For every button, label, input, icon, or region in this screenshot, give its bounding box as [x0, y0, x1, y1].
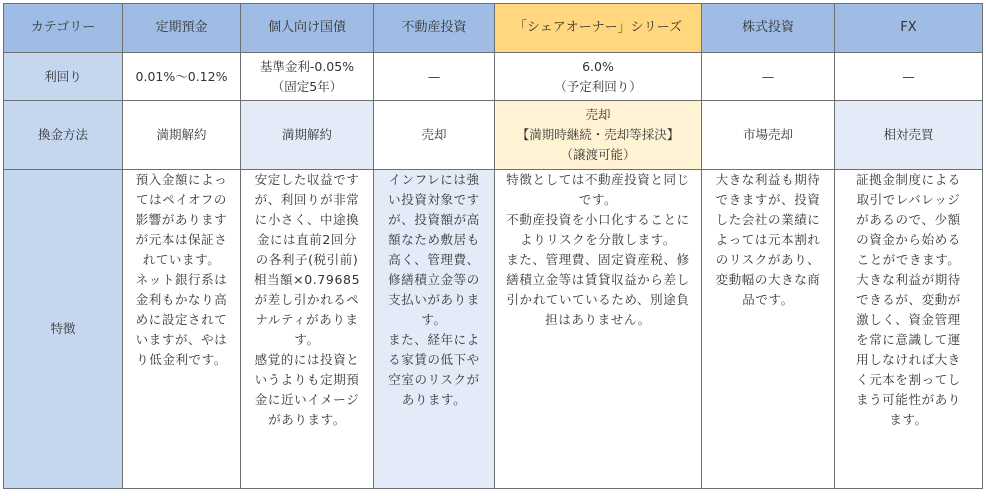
redemption-row: [4, 101, 983, 170]
features-text: す。: [294, 332, 320, 347]
redemption-cell: [374, 101, 495, 170]
features-text: の資金から始める: [856, 232, 961, 247]
features-text: ことができます。: [856, 252, 961, 267]
redemption-cell: [702, 101, 835, 170]
header-stocks: 株式投資: [702, 4, 835, 53]
yield-cell: [495, 53, 702, 101]
features-text: ナルティがありま: [255, 312, 359, 327]
features-text: が、利回りが非常: [254, 192, 360, 207]
yield-cell: [702, 53, 835, 101]
features-text: 相当額×0.79685: [253, 272, 361, 287]
redemption-text: 【満期時継続・売却等採決】: [516, 127, 680, 142]
yield-cell: [835, 53, 983, 101]
features-text: のリスクがあり、: [715, 252, 821, 267]
redemption-text: 売却: [585, 107, 611, 122]
features-text: インフレには強: [388, 172, 480, 187]
features-text: ます。: [889, 412, 928, 427]
features-text: 引かれていているため、別途負: [506, 292, 690, 307]
features-text: る家賃の低下や: [388, 352, 480, 367]
features-row-label: 特徴: [4, 170, 123, 489]
features-text: めに設定されて: [135, 312, 228, 327]
redemption-cell: [495, 101, 702, 170]
features-text: を常に意識して運: [856, 332, 961, 347]
features-text: 金に近いイメージ: [254, 392, 360, 407]
features-text: できますが、投資: [715, 192, 821, 207]
features-text: が差し引かれるペ: [254, 292, 360, 307]
yield-row-label: 利回り: [4, 53, 123, 101]
features-text: できるが、変動が: [856, 292, 961, 307]
features-text: 高く、管理費、: [388, 252, 480, 267]
features-text: 不動産投資を小口化することに: [506, 212, 690, 227]
features-text: また、管理費、固定資産税、修: [506, 252, 690, 267]
redemption-text: （譲渡可能）: [560, 147, 636, 162]
features-text: 影響があります: [135, 212, 228, 227]
header-fx: FX: [835, 4, 983, 53]
features-text: 空室のリスクが: [388, 372, 480, 387]
redemption-cell: [241, 101, 374, 170]
features-text: 感覚的には投資と: [254, 352, 360, 367]
features-text: した会社の業績に: [715, 212, 821, 227]
features-text: 金利もかなり高: [135, 292, 228, 307]
features-text: 特徴としては不動産投資と同じ: [506, 172, 690, 187]
features-cell: [702, 170, 835, 489]
features-text: 修繕積立金等の: [388, 272, 480, 287]
features-text: 額なため敷居も: [388, 232, 480, 247]
header-category: カテゴリー: [4, 4, 123, 53]
features-text: いますが、やは: [135, 332, 228, 347]
features-text: です。: [578, 192, 618, 207]
features-cell: [374, 170, 495, 489]
features-cell: [123, 170, 241, 489]
yield-row: [4, 53, 983, 101]
features-text: 大きな利益が期待: [856, 272, 961, 287]
redemption-text: 満期解約: [156, 127, 207, 142]
redemption-row-label: 換金方法: [4, 101, 123, 170]
features-text: の各利子(税引前): [255, 252, 359, 267]
redemption-text: 市場売却: [742, 127, 793, 142]
features-text: 用しなければ大き: [856, 352, 961, 367]
features-text: が、投資額が高: [388, 212, 480, 227]
yield-text: 基準金利-0.05%: [259, 58, 355, 74]
yield-text: —: [902, 68, 915, 84]
features-text: 繕積立金等は賃貸収益から差し: [506, 272, 690, 287]
yield-cell: [374, 53, 495, 101]
header-share-owner: 「シェアオーナー」シリーズ: [495, 4, 702, 53]
features-text: 支払いがありま: [388, 292, 480, 307]
features-text: よりリスクを分散します。: [520, 232, 676, 247]
features-text: 証拠金制度による: [856, 172, 961, 187]
redemption-text: 相対売買: [883, 127, 934, 142]
features-cell: [241, 170, 374, 489]
features-text: 品です。: [742, 292, 794, 307]
yield-note: （予定利回り）: [554, 78, 642, 94]
features-text: てはペイオフの: [136, 192, 227, 207]
comparison-table: [3, 3, 983, 489]
features-text: 大きな利益も期待: [715, 172, 821, 187]
header-government-bonds: 個人向け国債: [241, 4, 374, 53]
features-text: 変動幅の大きな商: [715, 272, 821, 287]
redemption-text: 売却: [421, 127, 447, 142]
yield-text: —: [427, 68, 441, 84]
features-cell: [495, 170, 702, 489]
yield-text: 0.01%〜0.12%: [135, 68, 228, 84]
features-text: いうよりも定期預: [254, 372, 360, 387]
features-text: 金には直前2回分: [256, 232, 358, 247]
features-text: く元本を割ってし: [856, 372, 961, 387]
yield-note: （固定5年）: [271, 78, 343, 94]
features-text: があります。: [268, 412, 346, 427]
features-text: 預入金額によっ: [135, 172, 228, 187]
yield-cell: [241, 53, 374, 101]
features-text: 激しく、資金管理: [856, 312, 961, 327]
header-time-deposit: 定期預金: [123, 4, 241, 53]
features-text: があるので、少額: [856, 212, 961, 227]
features-text: 担はありません。: [545, 312, 651, 327]
features-text: 安定した収益です: [254, 172, 360, 187]
header-real-estate: 不動産投資: [374, 4, 495, 53]
features-text: まう可能性があり: [856, 392, 961, 407]
redemption-text: 満期解約: [281, 127, 332, 142]
redemption-cell: [835, 101, 983, 170]
redemption-cell: [123, 101, 241, 170]
features-text: あります。: [401, 392, 467, 407]
features-text: が元本は保証さ: [135, 232, 228, 247]
features-row: [4, 170, 983, 489]
features-text: に小さく、中途換: [254, 212, 360, 227]
features-text: ネット銀行系は: [135, 272, 228, 287]
features-text: また、経年によ: [388, 332, 480, 347]
features-text: 取引でレバレッジ: [856, 192, 961, 207]
features-text: よっては元本割れ: [715, 232, 821, 247]
features-text: す。: [421, 312, 447, 327]
features-cell: [835, 170, 983, 489]
yield-text: —: [761, 68, 775, 84]
yield-text: 6.0%: [582, 58, 614, 74]
features-text: り低金利です。: [136, 352, 227, 367]
features-text: れています。: [142, 252, 221, 267]
header-row: [4, 4, 983, 53]
yield-cell: [123, 53, 241, 101]
features-text: い投資対象です: [388, 192, 480, 207]
